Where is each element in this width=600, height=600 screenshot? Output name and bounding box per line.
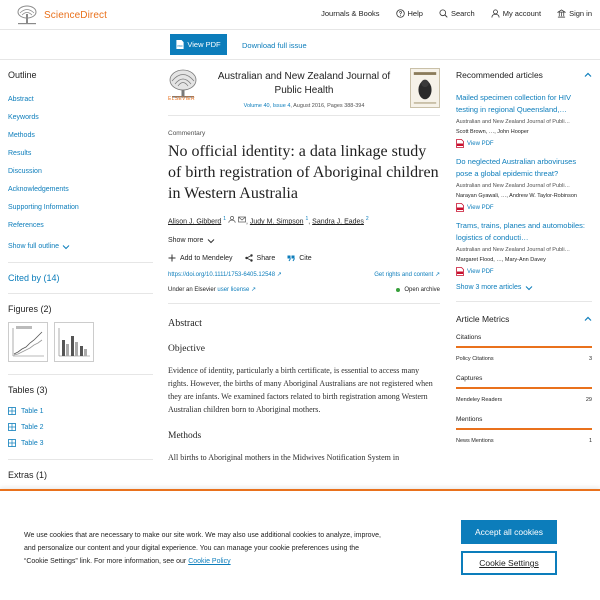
metrics-title: Article Metrics	[456, 314, 510, 324]
article-title: No official identity: a data linkage study of birth registration of Aboriginal children in Western Australia	[168, 143, 439, 202]
figures-title: Figures (2)	[8, 304, 52, 314]
sciencedirect-logo[interactable]	[16, 5, 107, 25]
journal-header	[168, 60, 440, 116]
metric-label: Policy Citations	[456, 356, 494, 362]
view-pdf-label: View PDF	[187, 40, 221, 49]
cited-by-link[interactable]: Cited by (14)	[8, 273, 60, 283]
share-button[interactable]	[245, 254, 276, 262]
cite-label: Cite	[299, 254, 312, 262]
top-nav	[305, 9, 592, 18]
article-category: Commentary	[168, 130, 206, 137]
metric-value: 29	[585, 397, 592, 403]
chevron-down-icon	[62, 244, 70, 250]
open-archive-label: Open archive	[404, 286, 440, 293]
doi-link[interactable]	[168, 271, 282, 278]
search-icon	[439, 9, 448, 18]
metric-category: Captures	[456, 375, 483, 382]
view-pdf-button[interactable]	[170, 34, 227, 55]
divider	[168, 303, 440, 304]
show-more-articles-label: Show 3 more articles	[456, 284, 522, 291]
person-icon	[491, 9, 500, 18]
table-icon	[8, 423, 16, 431]
outline-item[interactable]: Results	[8, 150, 32, 157]
author-affiliation[interactable]: 1	[305, 216, 309, 222]
article-actions	[168, 254, 440, 262]
author-name[interactable]: Judy M. Simpson	[249, 218, 304, 226]
add-to-mendeley-label: Add to Mendeley	[180, 254, 233, 262]
metric-label: Mendeley Readers	[456, 397, 503, 403]
metric-group	[456, 334, 592, 369]
license-text	[168, 286, 256, 293]
article-main	[168, 60, 440, 464]
nav-help-label: Help	[407, 9, 423, 18]
author-affiliation[interactable]: 1	[223, 216, 227, 222]
methods-paragraph: All births to Aboriginal mothers in the Midwives Notification System in	[168, 453, 400, 463]
metric-row	[456, 438, 592, 451]
share-icon	[245, 254, 253, 262]
author-affiliation[interactable]: 2	[365, 216, 369, 222]
nav-sign-in[interactable]	[557, 9, 592, 18]
divider	[8, 262, 153, 263]
accept-all-cookies-button[interactable]: Accept all cookies	[461, 520, 557, 544]
cookie-policy-link[interactable]: Cookie Policy	[188, 558, 231, 565]
rights-link[interactable]	[374, 271, 440, 278]
recommended-view-pdf-link[interactable]	[456, 203, 592, 212]
outline-item[interactable]: Keywords	[8, 114, 39, 121]
show-more-label: Show more	[168, 237, 204, 245]
view-pdf-label: View PDF	[467, 140, 494, 147]
objective-heading: Objective	[168, 344, 205, 355]
recommended-article-authors: Narayan Gyawali, …, Andrew W. Taylor-Robinson	[456, 193, 577, 199]
issue-pages: , August 2016, Pages 388-394	[290, 103, 365, 109]
cookie-banner	[0, 489, 600, 600]
top-bar	[0, 0, 600, 30]
institution-icon	[557, 9, 566, 18]
author-name[interactable]: Alison J. Gibberd	[168, 218, 222, 226]
tables-title: Tables (3)	[8, 385, 48, 395]
nav-search-label: Search	[450, 9, 475, 18]
metric-bar	[456, 346, 592, 348]
pdf-icon	[456, 203, 464, 212]
email-icon[interactable]	[238, 216, 246, 223]
methods-heading: Methods	[168, 431, 202, 442]
recommended-article-authors: Scott Brown, …, John Hooper	[456, 129, 529, 135]
plus-icon	[168, 254, 176, 262]
nav-journals-books[interactable]	[321, 9, 379, 18]
metric-row	[456, 397, 592, 410]
recommended-title: Recommended articles	[456, 70, 543, 80]
article-toolbar	[0, 30, 600, 60]
license-row	[168, 286, 440, 293]
view-pdf-label: View PDF	[467, 268, 494, 275]
recommended-article-title[interactable]: Mailed specimen collection for HIV testing in regional Queensland,…	[456, 93, 572, 114]
outline-title: Outline	[8, 70, 37, 80]
table-link-label: Table 3	[21, 439, 44, 447]
recommended-view-pdf-link[interactable]	[456, 267, 592, 276]
metric-bar	[456, 428, 592, 430]
share-label: Share	[256, 254, 276, 262]
user-license-text: user license	[217, 287, 250, 294]
add-to-mendeley-button[interactable]	[168, 254, 233, 262]
publisher-name: ELSEVIER	[168, 96, 195, 102]
divider	[8, 459, 153, 460]
metrics-header[interactable]	[456, 304, 592, 334]
metric-label: News Mentions	[456, 438, 494, 444]
table-link-label: Table 2	[21, 423, 44, 431]
chevron-down-icon	[207, 238, 215, 244]
show-full-outline-button[interactable]	[8, 243, 153, 250]
table-icon	[8, 439, 16, 447]
divider	[8, 293, 153, 294]
table-link[interactable]	[8, 419, 153, 435]
pdf-icon	[456, 139, 464, 148]
recommended-article-journal: Australian and New Zealand Journal of Publi…	[456, 247, 571, 253]
metric-category: Mentions	[456, 416, 483, 423]
brand-name: ScienceDirect	[44, 9, 107, 21]
help-icon	[396, 9, 405, 18]
person-icon[interactable]	[228, 216, 236, 223]
elsevier-tree-icon	[16, 5, 38, 25]
table-link[interactable]	[8, 403, 153, 419]
outline-item[interactable]: Supporting Information	[8, 204, 79, 211]
cookie-settings-button[interactable]: Cookie Settings	[461, 551, 557, 575]
recommended-article	[456, 156, 592, 212]
divider	[456, 301, 592, 302]
chevron-down-icon	[525, 285, 533, 291]
doi-row	[168, 271, 440, 278]
recommended-article-title[interactable]: Trams, trains, planes and automobiles: logistics of conducti…	[456, 221, 585, 242]
divider	[8, 374, 153, 375]
recommended-article-title[interactable]: Do neglected Australian arboviruses pose a global epidemic threat?	[456, 157, 577, 178]
abstract-heading: Abstract	[168, 318, 202, 330]
open-archive-badge	[396, 286, 440, 293]
chevron-up-icon	[584, 316, 592, 322]
outline-item[interactable]: Methods	[8, 132, 35, 139]
journal-meta	[204, 103, 404, 109]
nav-journals-label: Journals & Books	[321, 9, 380, 18]
outline-list	[8, 96, 153, 240]
objective-paragraph: Evidence of identity, particularly a birth certificate, is essential to access many rights. However, the births of many Aboriginal Australians are not registered when they are infants. We examined factors related to birth registration among Western Australian children born to Aboriginal mothers.	[168, 366, 433, 415]
metric-group	[456, 375, 592, 410]
recommended-article-authors: Margaret Flood, …, Mary-Ann Davey	[456, 257, 546, 263]
nav-search[interactable]	[439, 9, 475, 18]
table-link[interactable]	[8, 435, 153, 451]
pdf-icon	[176, 40, 184, 49]
figure-thumbnails	[8, 322, 153, 362]
recommended-article	[456, 92, 592, 148]
recommended-header[interactable]	[456, 60, 592, 90]
author-name[interactable]: Sandra J. Eades	[312, 218, 364, 226]
nav-my-account-label: My account	[502, 9, 542, 18]
outline-item[interactable]: Acknowledgements	[8, 186, 69, 193]
nav-my-account[interactable]	[491, 9, 541, 18]
nav-help[interactable]	[396, 9, 423, 18]
metric-value: 1	[588, 438, 592, 444]
metric-value: 3	[588, 356, 592, 362]
metric-group	[456, 416, 592, 451]
nav-sign-in-label: Sign in	[569, 9, 592, 18]
recommended-article-journal: Australian and New Zealand Journal of Publi…	[456, 119, 571, 125]
figure-1-thumbnail[interactable]	[8, 322, 48, 362]
cite-button[interactable]	[287, 254, 311, 262]
external-link-icon: ↗	[434, 272, 440, 279]
table-link-label: Table 1	[21, 407, 44, 415]
show-more-articles-button[interactable]	[456, 284, 592, 291]
show-full-outline-label: Show full outline	[8, 243, 59, 250]
recommended-view-pdf-link[interactable]	[456, 139, 592, 148]
right-sidebar	[456, 60, 592, 451]
left-sidebar	[8, 60, 153, 480]
outline-item[interactable]: Discussion	[8, 168, 42, 175]
download-full-issue-link[interactable]: Download full issue	[242, 41, 307, 50]
rights-text: Get rights and content	[374, 272, 434, 279]
cookie-message	[24, 529, 384, 568]
license-prefix: Under an Elsevier	[168, 287, 216, 294]
recommended-article	[456, 220, 592, 276]
outline-item[interactable]: Abstract	[8, 96, 34, 103]
quote-icon	[287, 254, 295, 262]
user-license-link[interactable]: user license ↗	[217, 287, 257, 294]
extras-title: Extras (1)	[8, 470, 48, 480]
pdf-icon	[456, 267, 464, 276]
view-pdf-label: View PDF	[467, 204, 494, 211]
figure-2-thumbnail[interactable]	[54, 322, 94, 362]
cookie-message-text: We use cookies that are necessary to make our site work. We may also use additional cookies to analyze, improve, and personalize our content and your digital experience. You can manage your cookie preferences using the “Cookie Settings” link. For more information, see our	[24, 532, 381, 565]
author-list: Alison J. Gibberd $^1$ , Judy M. Simpson $^1$, Sandra J. Eades $^2$	[168, 216, 369, 226]
metric-bar	[456, 387, 592, 389]
volume-issue-link[interactable]: Volume 40, Issue 4	[243, 103, 291, 109]
journal-cover-image[interactable]	[410, 68, 440, 108]
journal-title[interactable]: Australian and New Zealand Journal of Public Health	[217, 71, 391, 96]
metric-row	[456, 356, 592, 369]
external-link-icon: ↗	[276, 272, 282, 279]
table-icon	[8, 407, 16, 415]
svg-text:PDF: PDF	[177, 44, 184, 48]
chevron-up-icon	[584, 72, 592, 78]
tables-list	[8, 403, 153, 451]
doi-text: https://doi.org/10.1111/1753-6405.12548	[168, 272, 276, 279]
show-more-button[interactable]	[168, 237, 440, 244]
recommended-article-journal: Australian and New Zealand Journal of Publi…	[456, 183, 571, 189]
metric-category: Citations	[456, 334, 482, 341]
outline-item[interactable]: References	[8, 222, 44, 229]
open-archive-dot	[396, 288, 400, 292]
